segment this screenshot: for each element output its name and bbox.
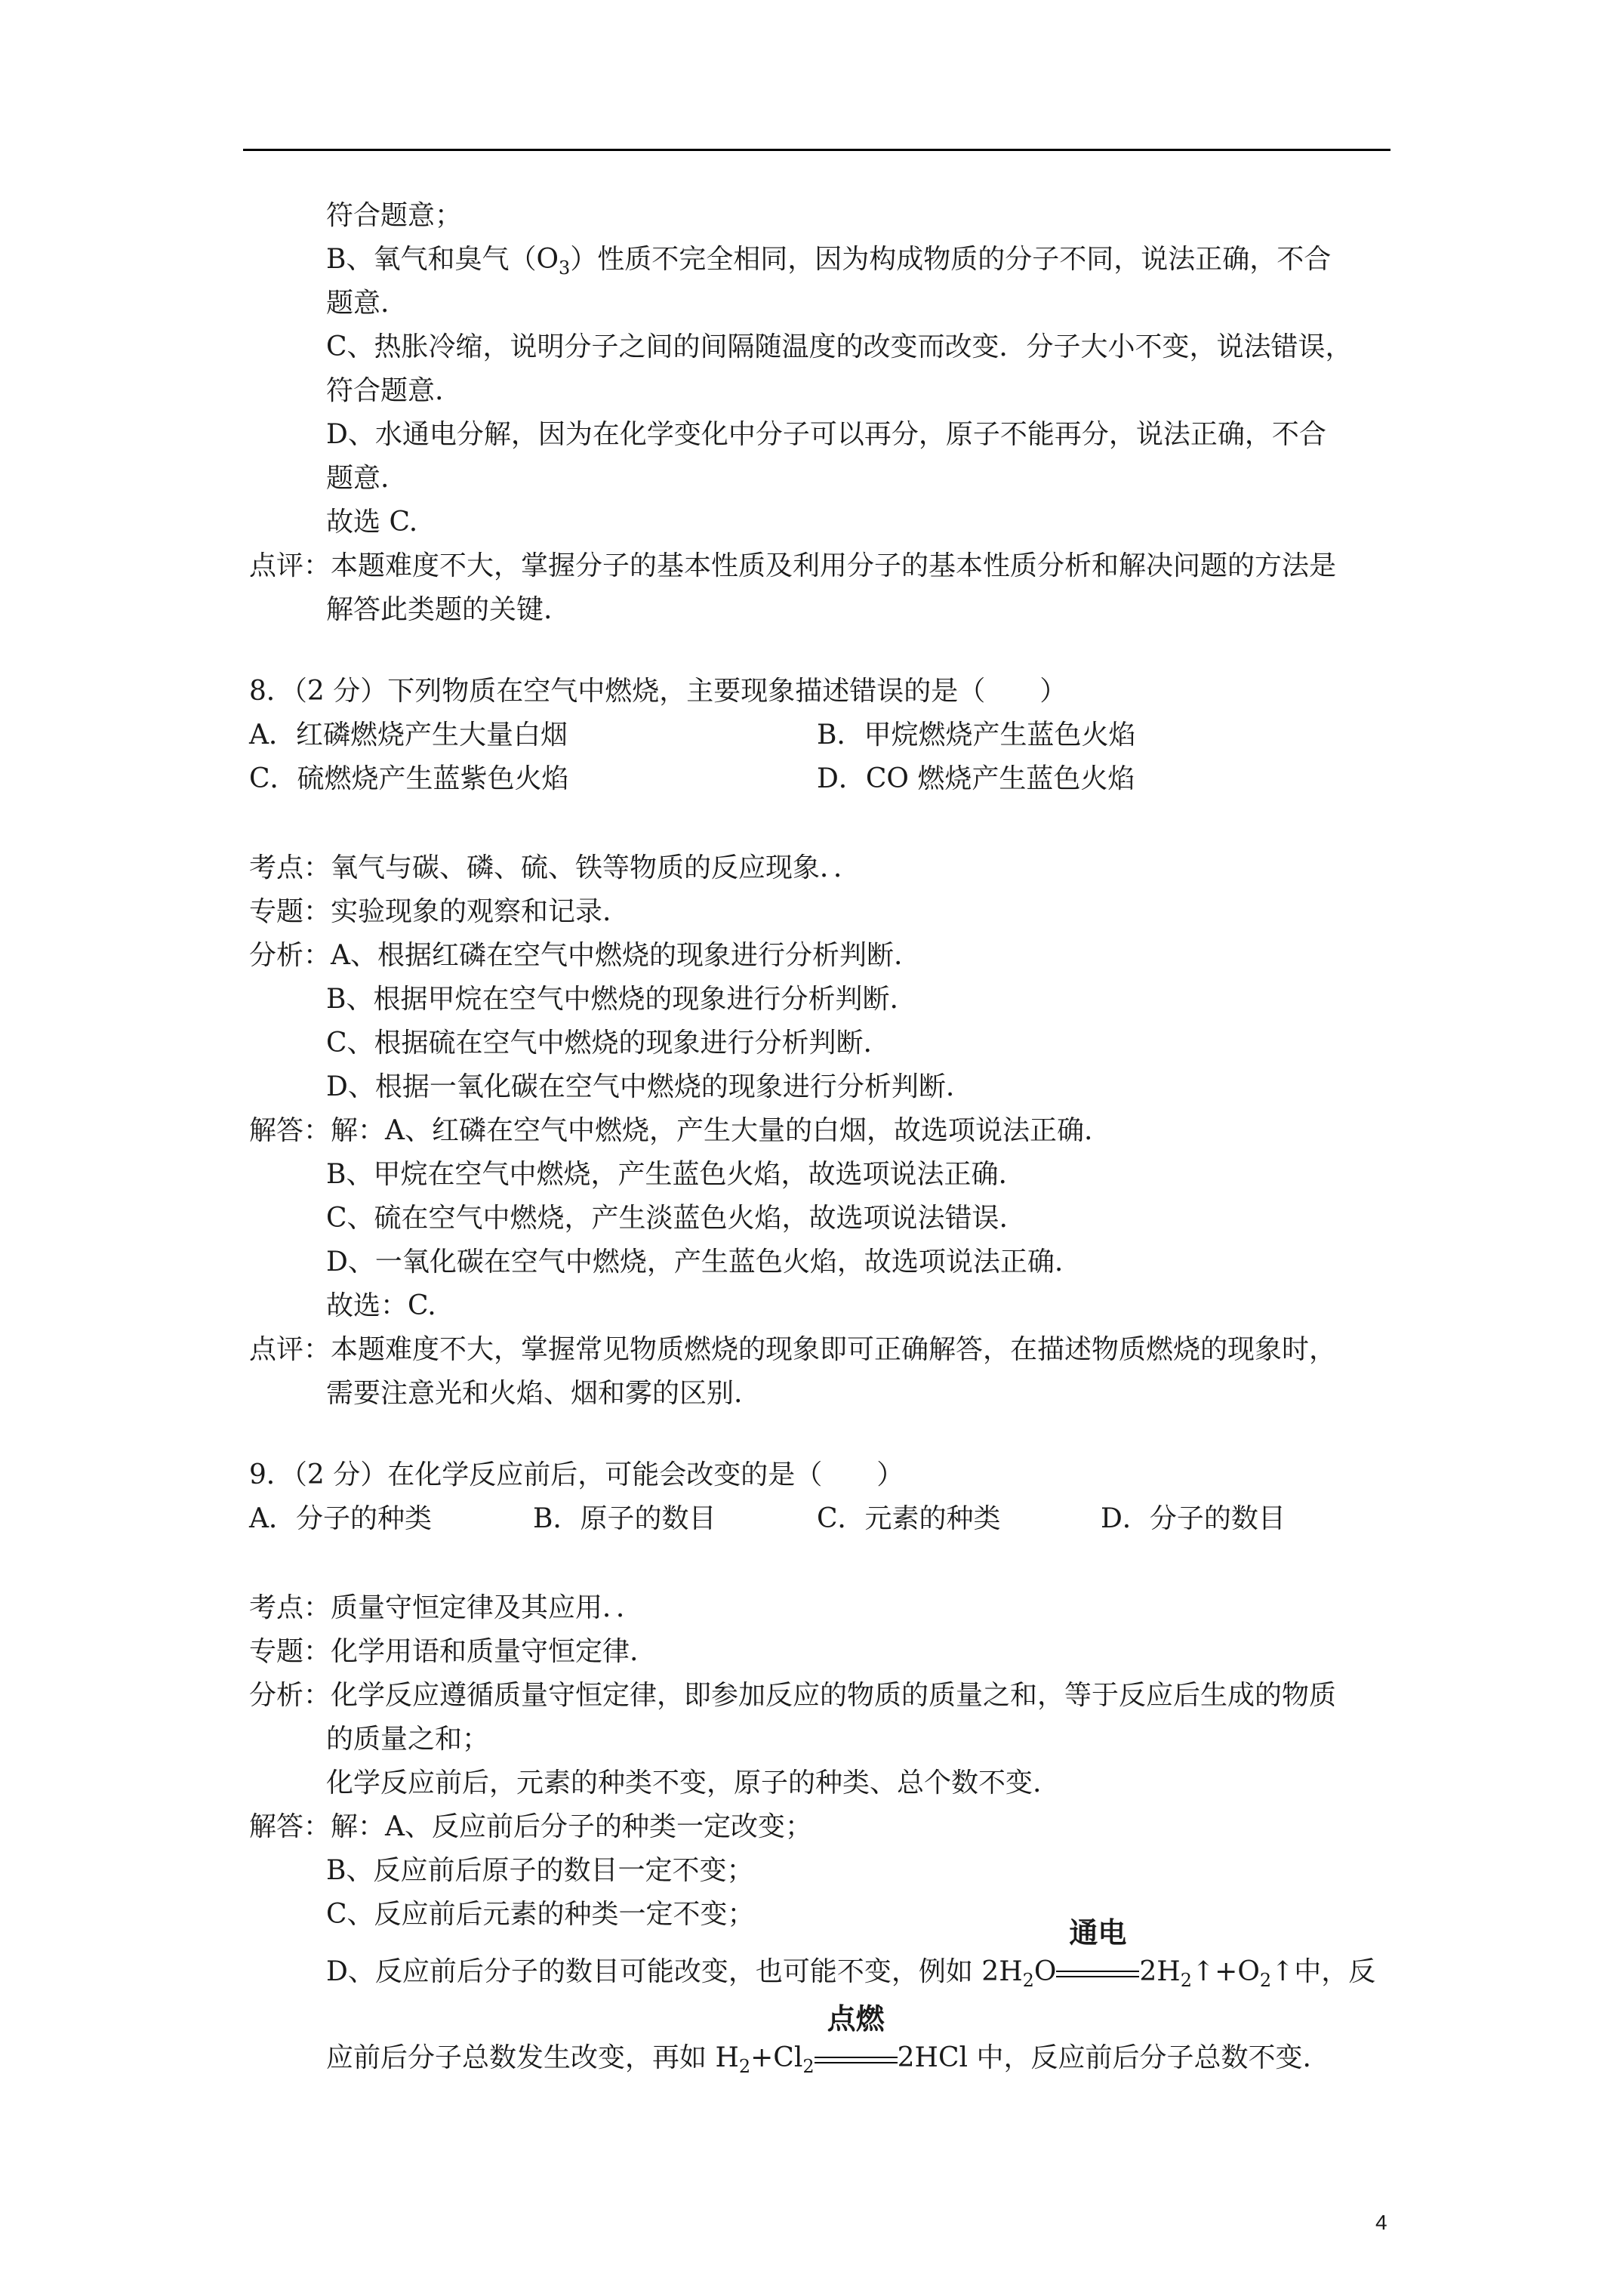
option-c-explanation: C、热胀冷缩，说明分子之间的间隔随温度的改变而改变．分子大小不变，说法错误， bbox=[326, 331, 1353, 362]
comment-line: 点评：本题难度不大，掌握分子的基本性质及利用分子的基本性质分析和解决问题的方法是 bbox=[249, 550, 1337, 581]
page-number: 4 bbox=[1375, 2211, 1387, 2234]
q8-jieda: B、甲烷在空气中燃烧，产生蓝色火焰，故选项说法正确. bbox=[326, 1159, 1007, 1190]
q8-option-a: A．红磷燃烧产生大量白烟 bbox=[249, 720, 568, 750]
reaction-condition-ignition: 点燃 bbox=[815, 2040, 898, 2076]
q8-jieda: 解答：解：A、红磷在空气中燃烧，产生大量的白烟，故选项说法正确. bbox=[249, 1115, 1093, 1146]
q8-comment: 点评：本题难度不大，掌握常见物质燃烧的现象即可正确解答，在描述物质燃烧的现象时， bbox=[249, 1334, 1337, 1365]
q9-jieda: C、反应前后元素的种类一定不变； bbox=[326, 1899, 755, 1930]
q8-fenxi: D、根据一氧化碳在空气中燃烧的现象进行分析判断. bbox=[326, 1071, 955, 1102]
q9-option-b: B．原子的数目 bbox=[533, 1503, 716, 1534]
option-d-explanation: D、水通电分解，因为在化学变化中分子可以再分，原子不能再分，说法正确，不合 bbox=[326, 419, 1326, 450]
q9-option-a: A．分子的种类 bbox=[249, 1503, 432, 1534]
q8-fenxi: B、根据甲烷在空气中燃烧的现象进行分析判断. bbox=[326, 984, 898, 1015]
q8-option-b: B．甲烷燃烧产生蓝色火焰 bbox=[817, 720, 1136, 750]
q9-option-c: C．元素的种类 bbox=[817, 1503, 1001, 1534]
text-line: 符合题意； bbox=[326, 200, 463, 231]
header-rule bbox=[243, 149, 1390, 151]
q8-kaodian: 考点：氧气与碳、磷、硫、铁等物质的反应现象．． bbox=[249, 852, 861, 883]
q9-jieda: B、反应前后原子的数目一定不变； bbox=[326, 1855, 754, 1886]
q9-fenxi: 化学反应前后，元素的种类不变，原子的种类、总个数不变. bbox=[326, 1767, 1042, 1798]
option-b-explanation: B、氧气和臭气$(O_3)$性质不完全相同，因为构成物质的分子不同，说法正确，不合 bbox=[326, 244, 1332, 279]
q8-zhuanti: 专题：实验现象的观察和记录. bbox=[249, 896, 611, 927]
q8-jieda: C、硫在空气中燃烧，产生淡蓝色火焰，故选项说法错误. bbox=[326, 1203, 1008, 1234]
question-8-stem: 8．（2 分）下列物质在空气中燃烧，主要现象描述错误的是（ ） bbox=[249, 676, 1067, 707]
question-9-stem: 9．（2 分）在化学反应前后，可能会改变的是（ ） bbox=[249, 1459, 904, 1490]
q9-kaodian: 考点：质量守恒定律及其应用．． bbox=[249, 1592, 644, 1623]
reaction-condition-electrolysis: 通电 bbox=[1056, 1954, 1139, 1990]
q9-zhuanti: 专题：化学用语和质量守恒定律. bbox=[249, 1636, 639, 1667]
answer-line: 故选 C. bbox=[326, 507, 418, 538]
q8-fenxi: C、根据硫在空气中燃烧的现象进行分析判断. bbox=[326, 1028, 872, 1059]
q8-option-d: D．CO 燃烧产生蓝色火焰 bbox=[817, 763, 1135, 794]
q8-fenxi: 分析：A、根据红磷在空气中燃烧的现象进行分析判断. bbox=[249, 940, 903, 971]
q8-answer: 故选：C. bbox=[326, 1290, 436, 1321]
text-line: 符合题意. bbox=[326, 375, 444, 406]
q9-jieda: 解答：解：A、反应前后分子的种类一定改变； bbox=[249, 1811, 812, 1842]
comment-line: 解答此类题的关键. bbox=[326, 594, 553, 625]
q9-jieda-equation-1: D、反应前后分子的数目可能改变，也可能不变，例如 $2H_2O$ 通电 $2H_2↑+O_2↑$中，反 bbox=[326, 1916, 1376, 1992]
q9-fenxi: 分析：化学反应遵循质量守恒定律，即参加反应的物质的质量之和，等于反应后生成的物质 bbox=[249, 1680, 1337, 1711]
q8-comment: 需要注意光和火焰、烟和雾的区别. bbox=[326, 1378, 743, 1409]
q8-option-c: C．硫燃烧产生蓝紫色火焰 bbox=[249, 763, 569, 794]
q9-jieda-equation-2: 应前后分子总数发生改变，再如 $H_2+Cl_2$ 点燃 2HCl 中，反应前后分子总数不变. bbox=[326, 2002, 1311, 2078]
text-line: 题意. bbox=[326, 288, 390, 319]
q9-option-d: D．分子的数目 bbox=[1101, 1503, 1286, 1534]
text-line: 题意. bbox=[326, 463, 390, 494]
q9-fenxi: 的质量之和； bbox=[326, 1724, 490, 1755]
q8-jieda: D、一氧化碳在空气中燃烧，产生蓝色火焰，故选项说法正确. bbox=[326, 1247, 1064, 1277]
